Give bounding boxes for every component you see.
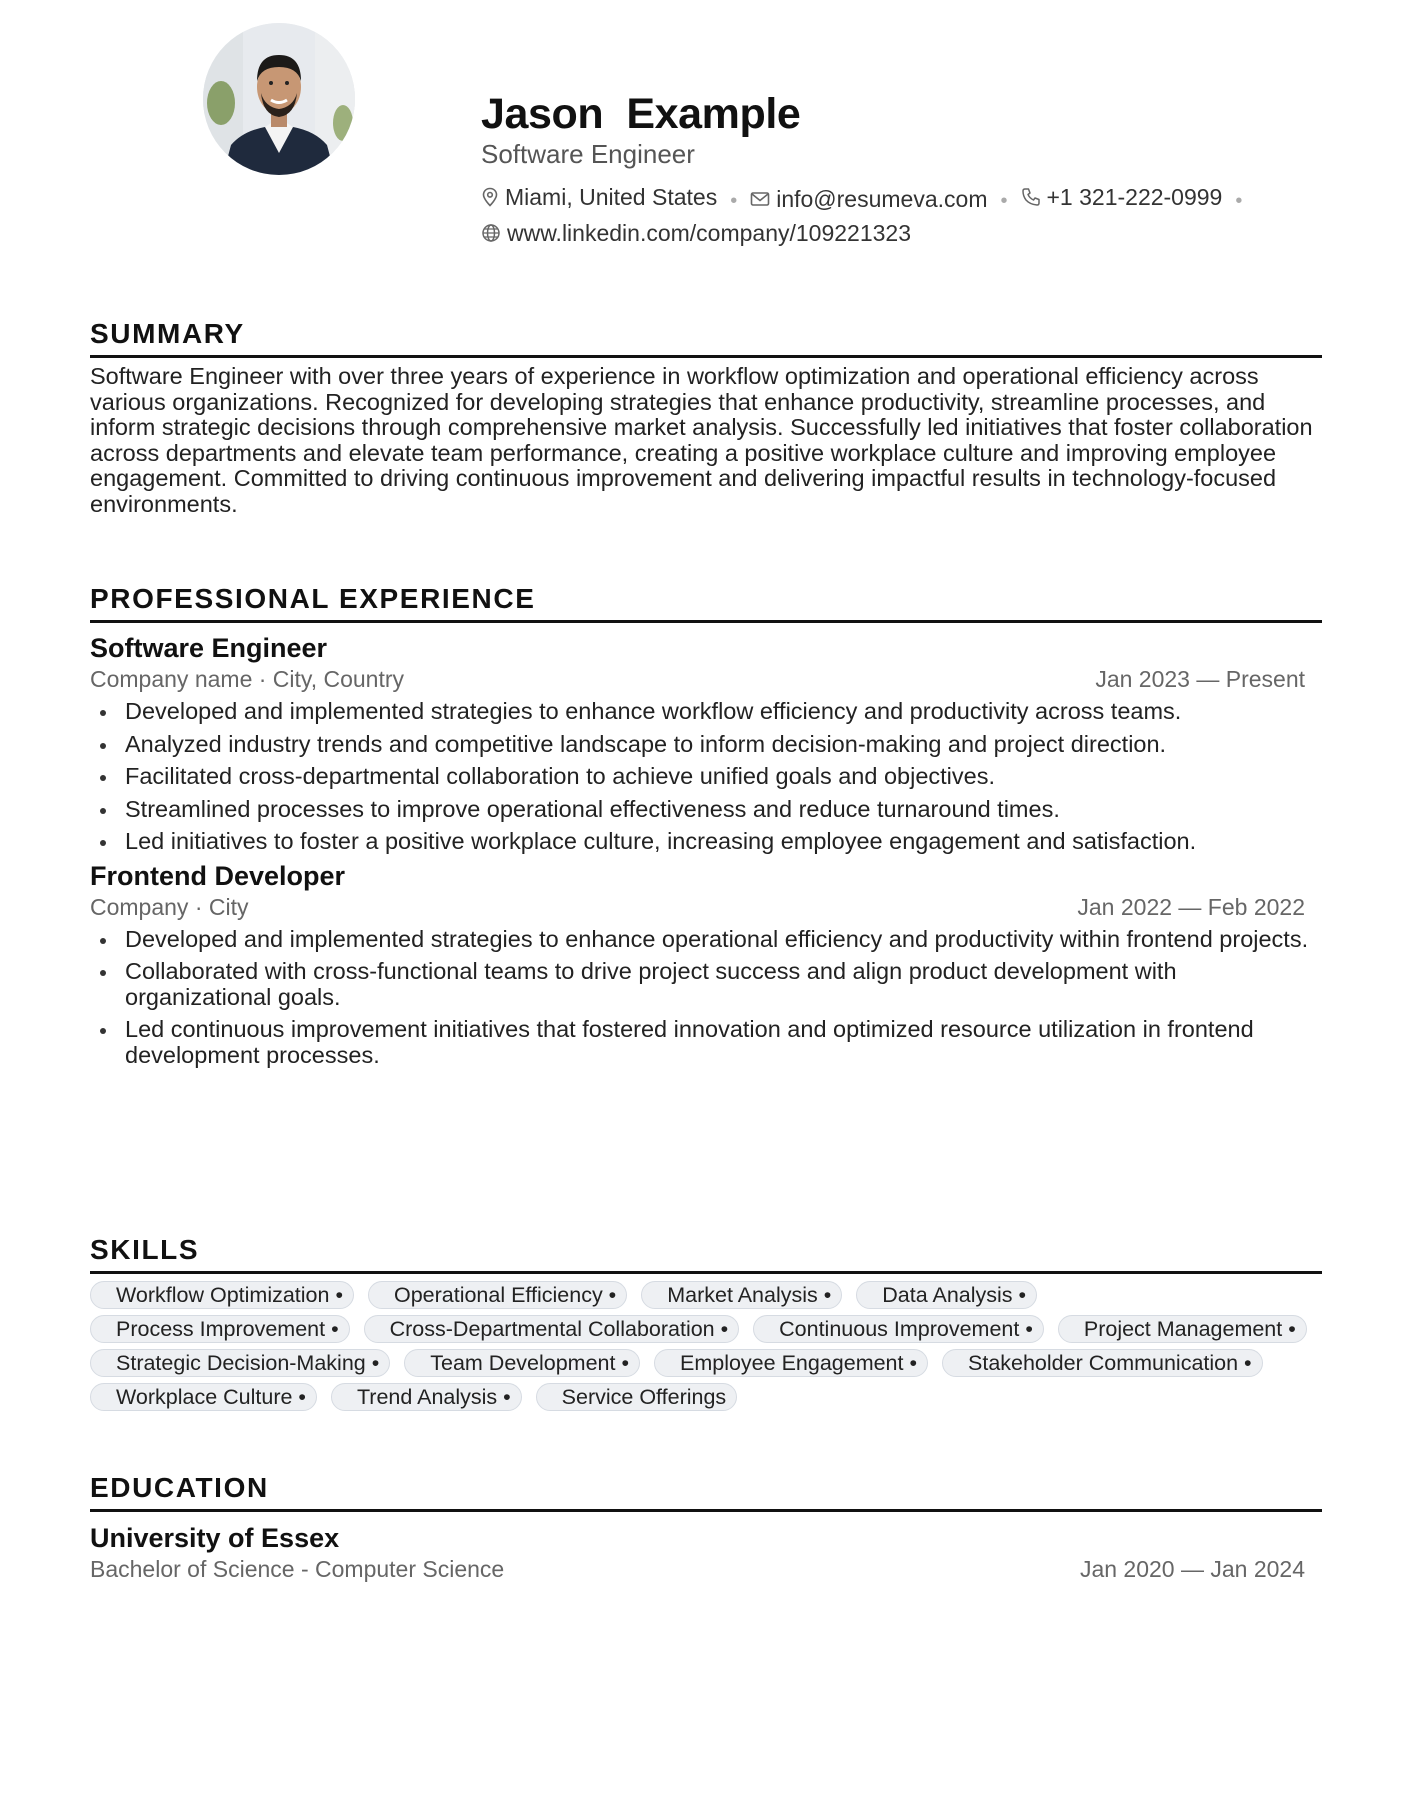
experience-section [90,582,1322,1075]
contact-location [481,181,717,213]
skill-chip: Stakeholder Communication • [942,1349,1263,1377]
job-entry [90,632,1322,855]
skill-chip: Trend Analysis • [331,1383,522,1411]
skill-chip: Cross-Departmental Collaboration • [364,1315,740,1343]
contact-phone[interactable] [1021,181,1223,213]
education-section [90,1471,1322,1584]
skill-chip: Service Offerings [536,1383,738,1411]
skill-chip: Market Analysis • [641,1281,842,1309]
skill-chip: Data Analysis • [856,1281,1037,1309]
skill-chip: Strategic Decision-Making • [90,1349,390,1377]
email-text[interactable]: info@resumeva.com [776,186,988,212]
globe-icon [481,223,501,243]
contact-line [481,181,1361,251]
education-dates: Jan 2020 — Jan 2024 [1079,1556,1305,1582]
school-name: University of Essex [90,1523,340,1553]
website-text[interactable]: www.linkedin.com/company/109221323 [507,220,912,246]
section-title: PROFESSIONAL EXPERIENCE [90,582,1322,623]
skill-chip: Process Improvement • [90,1315,350,1343]
job-entry [90,860,1322,1069]
map-pin-icon [481,187,499,207]
job-bullet: Streamlined processes to improve operational effectiveness and reduce turnaround times. [90,797,1322,823]
envelope-icon [750,191,770,207]
job-bullet: Facilitated cross-departmental collaboration to achieve unified goals and objectives. [90,764,1322,790]
phone-text[interactable]: +1 321-222-0999 [1046,184,1223,210]
job-bullet: Led continuous improvement initiatives that fostered innovation and optimized resource utilization in frontend development processes. [90,1017,1322,1068]
section-title: SUMMARY [90,317,1322,358]
skill-chip: Workplace Culture • [90,1383,317,1411]
skill-chip: Team Development • [404,1349,640,1377]
job-bullet: Analyzed industry trends and competitive landscape to inform decision-making and project direction. [90,732,1322,758]
skill-chip: Workflow Optimization • [90,1281,354,1309]
separator-dot: • [1000,190,1008,212]
education-meta [90,1554,1322,1584]
separator-dot: • [1235,190,1243,212]
job-dates: Jan 2022 — Feb 2022 [1077,893,1305,920]
summary-text: Software Engineer with over three years of experience in workflow optimization and operational efficiency across various organizations. Recognized for developing strategies that enhance productivity, streamline processes, and inform strategic decisions through comprehensive market analysis. Successfully led initiatives that foster collaboration across departments and elevate team performance, creating a positive workplace culture and improving employee engagement. Committed to driving continuous improvement and delivering impactful results in technology-focused environments. [90,363,1313,517]
skill-chip: Project Management • [1058,1315,1307,1343]
contact-website[interactable] [481,217,911,249]
separator-dot: • [730,190,738,212]
job-bullets [90,927,1322,1069]
job-bullet: Collaborated with cross-functional teams to drive project success and align product development with organizational goals. [90,959,1322,1010]
section-title: EDUCATION [90,1471,1322,1512]
location-text: Miami, United States [505,184,718,210]
summary-section [90,317,1322,517]
job-company: Company · City [90,893,249,920]
job-company: Company name · City, Country [90,666,405,692]
degree: Bachelor of Science - Computer Science [90,1556,505,1582]
phone-icon [1021,187,1041,207]
skills-list [90,1281,1322,1417]
section-title: SKILLS [90,1233,1322,1274]
profile-header [481,88,1361,251]
job-meta [90,892,1322,922]
job-meta [90,664,1322,694]
job-bullet: Led initiatives to foster a positive workplace culture, increasing employee engagement and satisfaction. [90,829,1322,855]
profile-photo [203,23,355,175]
job-title: Software Engineer [90,633,328,663]
job-title: Frontend Developer [90,860,346,891]
job-bullet: Developed and implemented strategies to enhance workflow efficiency and productivity across teams. [90,699,1322,725]
job-dates: Jan 2023 — Present [1095,666,1305,692]
skill-chip: Employee Engagement • [654,1349,928,1377]
contact-email[interactable] [750,183,987,215]
skills-section [90,1233,1322,1417]
skill-chip: Operational Efficiency • [368,1281,627,1309]
skill-chip: Continuous Improvement • [753,1315,1044,1343]
job-bullets [90,699,1322,855]
job-bullet: Developed and implemented strategies to enhance operational efficiency and productivity within frontend projects. [90,927,1322,953]
full-name: Jason Example [481,90,801,138]
headline: Software Engineer [481,139,695,169]
